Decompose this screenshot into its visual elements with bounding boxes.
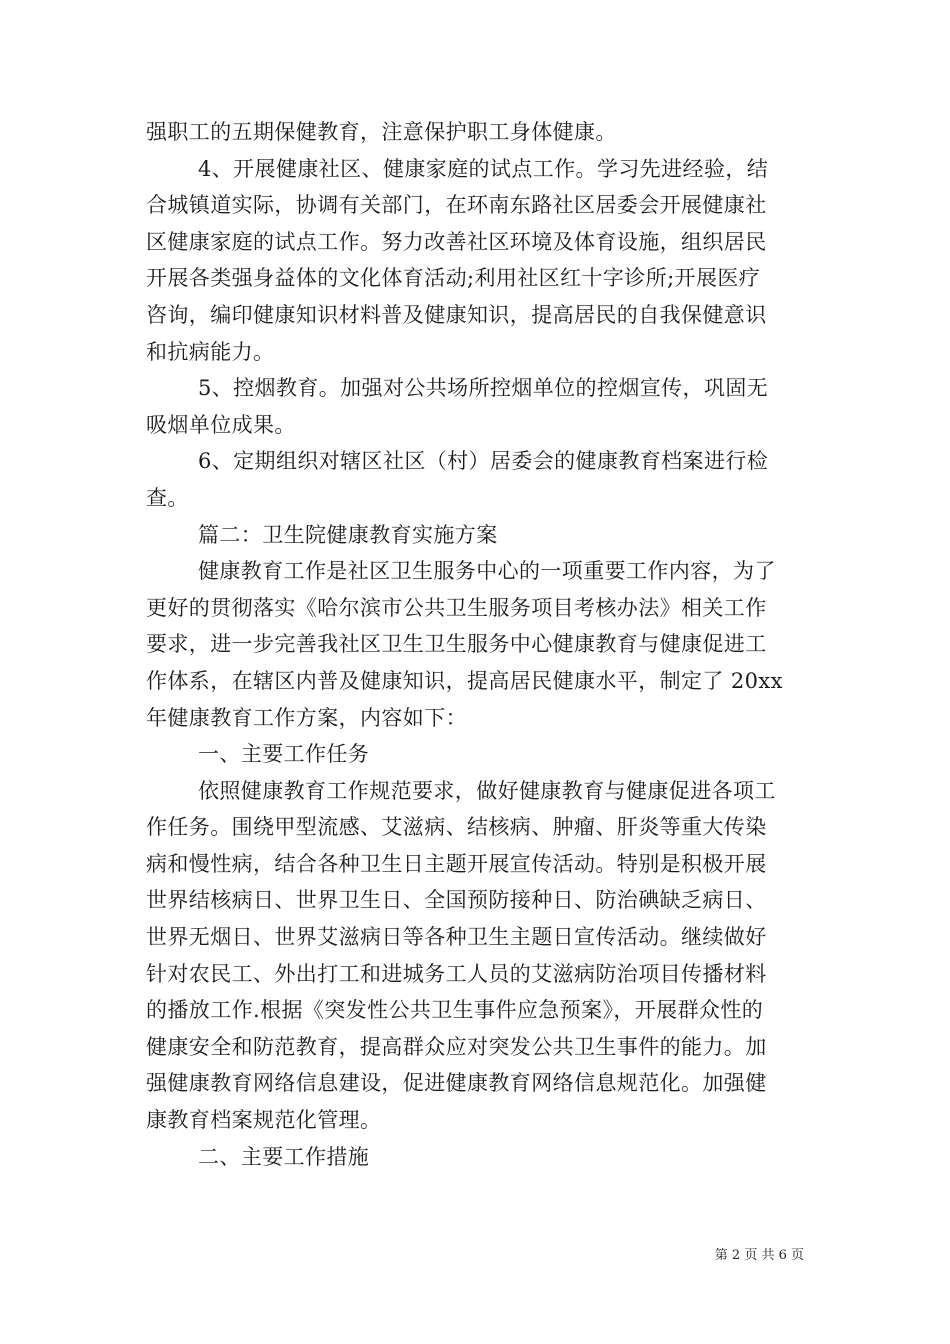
text-line: 依照健康教育工作规范要求，做好健康教育与健康促进各项工 xyxy=(198,778,776,803)
text-line: 病和慢性病，结合各种卫生日主题开展宣传活动。特别是积极开展 xyxy=(146,851,767,876)
text-line: 作体系，在辖区内普及健康知识，提高居民健康水平，制定了 20xx xyxy=(146,668,783,693)
text-line: 6、定期组织对辖区社区（村）居委会的健康教育档案进行检 xyxy=(198,449,769,474)
text-line: 咨询，编印健康知识材料普及健康知识，提高居民的自我保健意识 xyxy=(146,302,767,327)
text-line: 开展各类强身益体的文化体育活动;利用社区红十字诊所;开展医疗 xyxy=(146,266,761,291)
text-line: 5、控烟教育。加强对公共场所控烟单位的控烟宣传，巩固无 xyxy=(198,376,769,401)
text-line: 一、主要工作任务 xyxy=(198,742,370,767)
text-line: 强健康教育网络信息建设，促进健康教育网络信息规范化。加强健 xyxy=(146,1071,767,1096)
text-line: 4、开展健康社区、健康家庭的试点工作。学习先进经验，结 xyxy=(198,156,769,181)
text-line: 篇二：卫生院健康教育实施方案 xyxy=(198,522,498,547)
text-line: 世界结核病日、世界卫生日、全国预防接种日、防治碘缺乏病日、 xyxy=(146,888,767,913)
text-line: 康教育档案规范化管理。 xyxy=(146,1108,382,1133)
text-line: 的播放工作.根据《突发性公共卫生事件应急预案》，开展群众性的 xyxy=(146,998,764,1023)
text-line: 区健康家庭的试点工作。努力改善社区环境及体育设施，组织居民 xyxy=(146,229,767,254)
text-line: 合城镇道实际，协调有关部门，在环南东路社区居委会开展健康社 xyxy=(146,193,767,218)
text-line: 更好的贯彻落实《哈尔滨市公共卫生服务项目考核办法》相关工作 xyxy=(146,595,767,620)
text-line: 健康教育工作是社区卫生服务中心的一项重要工作内容，为了 xyxy=(198,559,776,584)
text-line: 要求，进一步完善我社区卫生卫生服务中心健康教育与健康促进工 xyxy=(146,632,767,657)
text-line: 二、主要工作措施 xyxy=(198,1144,370,1169)
text-line: 查。 xyxy=(146,485,189,510)
page-indicator: 第 2 页 共 6 页 xyxy=(714,1248,804,1263)
text-line: 强职工的五期保健教育，注意保护职工身体健康。 xyxy=(146,120,617,144)
text-line: 针对农民工、外出打工和进城务工人员的艾滋病防治项目传播材料 xyxy=(146,961,767,986)
text-line: 和抗病能力。 xyxy=(146,339,275,364)
text-line: 作任务。围绕甲型流感、艾滋病、结核病、肿瘤、肝炎等重大传染 xyxy=(146,815,767,840)
text-line: 世界无烟日、世界艾滋病日等各种卫生主题日宣传活动。继续做好 xyxy=(146,925,767,950)
text-line: 健康安全和防范教育，提高群众应对突发公共卫生事件的能力。加 xyxy=(146,1034,767,1059)
text-line: 吸烟单位成果。 xyxy=(146,412,296,437)
document-body xyxy=(146,114,806,1175)
text-line: 年健康教育工作方案，内容如下： xyxy=(146,705,467,730)
